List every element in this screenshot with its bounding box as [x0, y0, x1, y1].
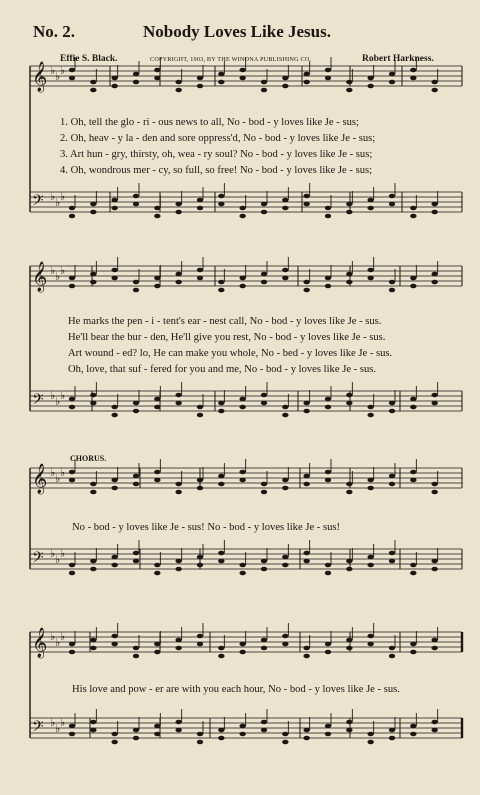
- svg-text:𝄞: 𝄞: [32, 628, 48, 658]
- svg-text:𝄞: 𝄞: [32, 62, 48, 92]
- svg-text:♭: ♭: [55, 270, 61, 283]
- svg-text:♭: ♭: [60, 466, 66, 479]
- svg-text:♭: ♭: [50, 190, 56, 203]
- svg-text:♭: ♭: [60, 264, 66, 277]
- verse-line-3b: Art wound - ed? lo, He can make you whole, No - bed - y loves like Je - sus.: [68, 348, 393, 359]
- verse-line-1a: 1. Oh, tell the glo - ri - ous news to all, No - bod - y loves like Je - sus;: [60, 117, 359, 128]
- hymn-number: No. 2.: [33, 22, 76, 41]
- svg-text:𝄢: 𝄢: [32, 391, 44, 412]
- hymn-title: Nobody Loves Like Jesus.: [143, 22, 331, 41]
- staff: [30, 57, 462, 93]
- chorus-line-2: His love and pow - er are with you each hour, No - bod - y loves like Je - sus.: [72, 684, 400, 695]
- lyricist: Effie S. Black.: [60, 54, 118, 64]
- svg-text:♭: ♭: [55, 472, 61, 485]
- svg-text:𝄞: 𝄞: [32, 464, 48, 494]
- svg-text:♭: ♭: [60, 630, 66, 643]
- staff: [30, 382, 462, 417]
- verse-line-3a: 3. Art hun - gry, thirsty, oh, wea - ry soul? No - bod - y loves like Je - sus;: [60, 149, 373, 160]
- staff: [30, 183, 462, 218]
- svg-text:♭: ♭: [55, 196, 61, 209]
- staff: [30, 540, 462, 575]
- svg-text:♭: ♭: [55, 553, 61, 566]
- svg-text:♭: ♭: [50, 630, 56, 643]
- svg-text:𝄞: 𝄞: [32, 262, 48, 292]
- verse-line-2b: He'll bear the bur - den, He'll give you rest, No - bod - y loves like Je - sus.: [68, 332, 386, 343]
- svg-text:♭: ♭: [60, 190, 66, 203]
- copyright-notice: COPYRIGHT, 1903, BY THE WINONA PUBLISHING CO.: [150, 56, 312, 63]
- svg-text:♭: ♭: [55, 722, 61, 735]
- svg-text:♭: ♭: [60, 64, 66, 77]
- svg-text:♭: ♭: [50, 716, 56, 729]
- staff: [30, 623, 462, 659]
- composer: Robert Harkness.: [362, 54, 434, 64]
- svg-text:♭: ♭: [50, 264, 56, 277]
- verse-line-2a: 2. Oh, heav - y la - den and sore oppress'd, No - bod - y loves like Je - sus;: [60, 133, 376, 144]
- verse-line-1b: He marks the pen - i - tent's ear - nest call, No - bod - y loves like Je - sus.: [68, 316, 382, 327]
- staff: [30, 459, 462, 495]
- svg-text:♭: ♭: [60, 389, 66, 402]
- svg-text:♭: ♭: [50, 64, 56, 77]
- svg-text:♭: ♭: [50, 547, 56, 560]
- svg-text:♭: ♭: [55, 395, 61, 408]
- svg-text:♭: ♭: [55, 70, 61, 83]
- svg-text:𝄢: 𝄢: [32, 192, 44, 213]
- svg-text:♭: ♭: [60, 547, 66, 560]
- chorus-label: CHORUS.: [70, 454, 107, 463]
- svg-text:♭: ♭: [50, 389, 56, 402]
- svg-text:♭: ♭: [50, 466, 56, 479]
- staff: [30, 709, 462, 744]
- verse-line-4a: 4. Oh, wondrous mer - cy, so full, so free! No - bod - y loves like Je - sus;: [60, 165, 373, 176]
- staff: [30, 257, 462, 293]
- svg-text:♭: ♭: [55, 636, 61, 649]
- verse-line-4b: Oh, love, that suf - fered for you and me, No - bod - y loves like Je - sus.: [68, 364, 377, 375]
- svg-text:𝄢: 𝄢: [32, 718, 44, 739]
- chorus-line-1: No - bod - y loves like Je - sus! No - bod - y loves like Je - sus!: [72, 522, 341, 533]
- svg-text:𝄢: 𝄢: [32, 549, 44, 570]
- svg-text:♭: ♭: [60, 716, 66, 729]
